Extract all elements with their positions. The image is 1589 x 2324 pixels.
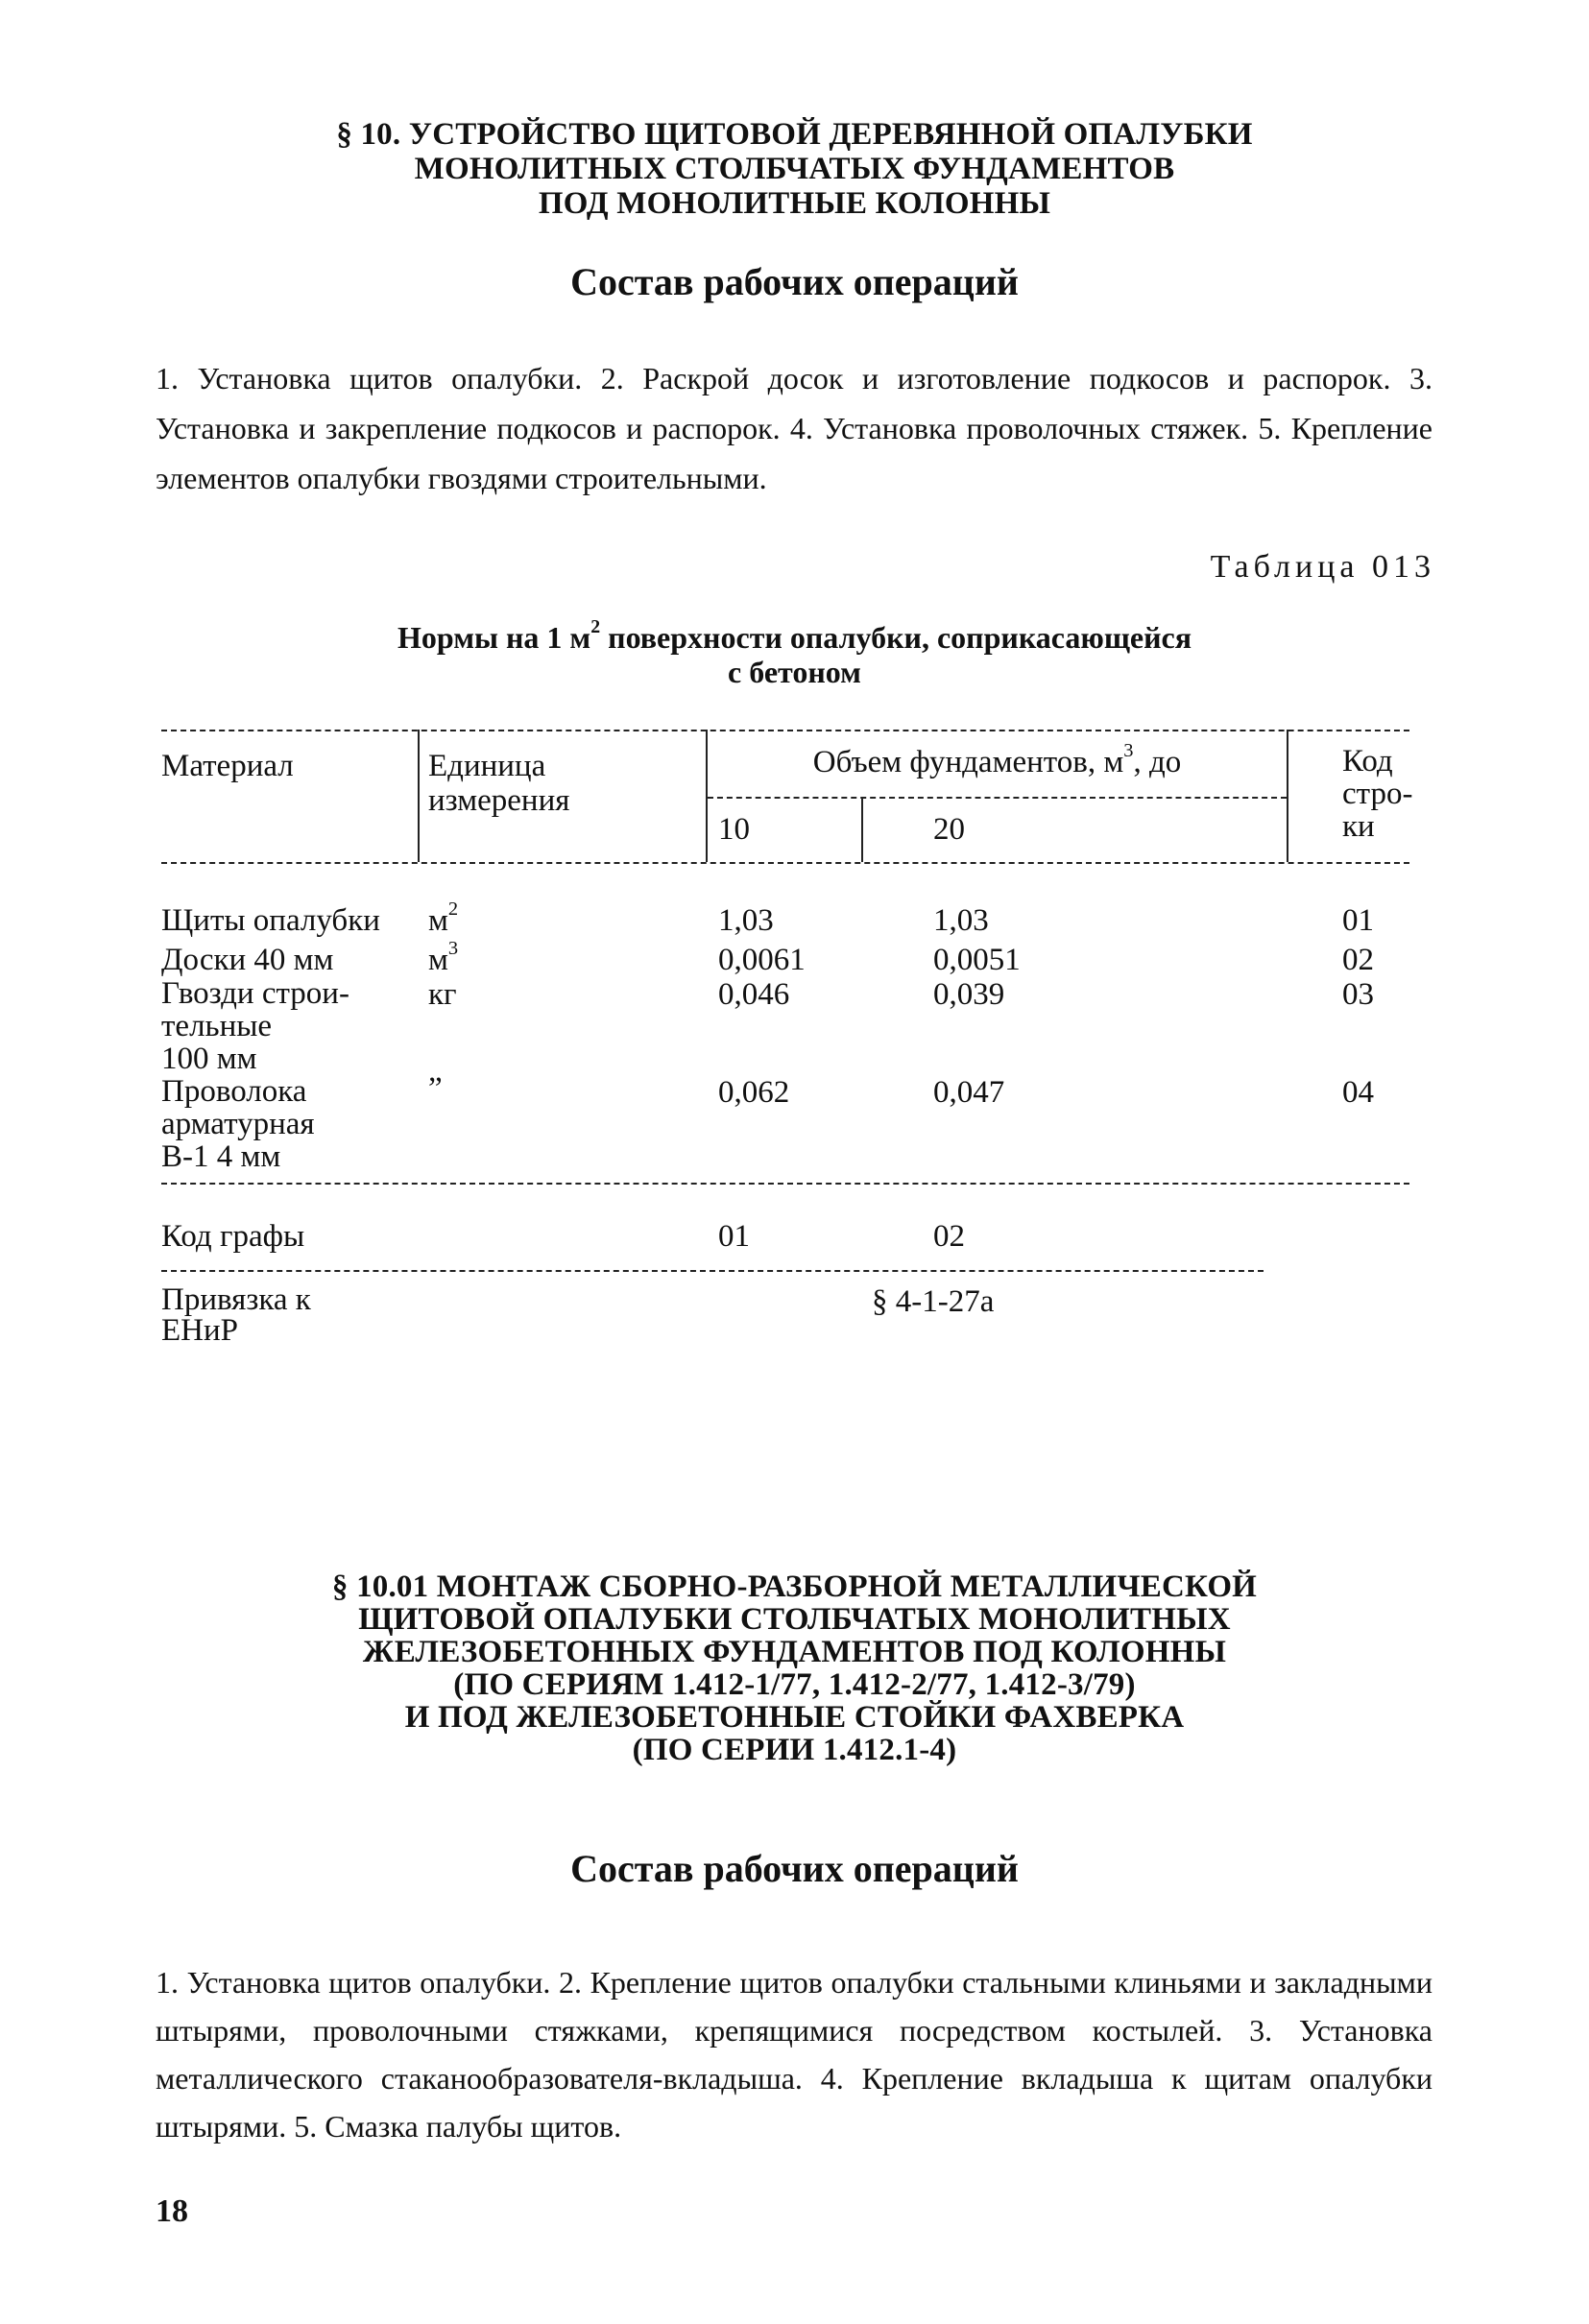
row-4-unit: ” [428, 1071, 443, 1106]
row-1-unit [428, 898, 459, 938]
row-1-unit-text: м [428, 903, 448, 938]
row-3-material-line: 100 мм [161, 1042, 257, 1076]
row-4-material-line: В-1 4 мм [161, 1139, 281, 1174]
table-subheader-rule [708, 797, 1287, 799]
header-code-line: ки [1342, 809, 1375, 844]
binding-label [161, 1284, 311, 1346]
row-1-v20: 1,03 [933, 903, 989, 938]
row-4-code: 04 [1342, 1075, 1374, 1110]
table-title-text: поверхности опалубки, соприкасающейся [600, 620, 1192, 655]
row-3-code: 03 [1342, 977, 1374, 1012]
row-3-material [161, 977, 349, 1075]
row-1-code: 01 [1342, 903, 1374, 938]
header-unit [428, 749, 569, 818]
table-title [192, 616, 1397, 689]
section-2-title-line: ЖЕЛЕЗОБЕТОННЫХ ФУНДАМЕНТОВ ПОД КОЛОННЫ [362, 1635, 1227, 1669]
section-1-subtitle: Состав рабочих операций [570, 260, 1019, 303]
header-volume-sup: 3 [1123, 739, 1134, 761]
table-col-divider [861, 797, 863, 862]
code-graph-label: Код графы [161, 1219, 305, 1254]
row-2-unit [428, 937, 459, 977]
code-graph-20: 02 [933, 1219, 965, 1254]
section-1-title-line: МОНОЛИТНЫХ СТОЛБЧАТЫХ ФУНДАМЕНТОВ [414, 152, 1175, 186]
section-2-subtitle: Состав рабочих операций [570, 1847, 1019, 1890]
header-volume [708, 739, 1287, 779]
binding-value: § 4-1-27а [872, 1284, 995, 1319]
section-1-title-line: § 10. УСТРОЙСТВО ЩИТОВОЙ ДЕРЕВЯННОЙ ОПАЛУБКИ [336, 117, 1253, 152]
row-3-material-line: Гвозди строи- [161, 976, 349, 1011]
header-unit-line: Единица [428, 749, 546, 783]
header-code-line: Код [1342, 744, 1393, 779]
table-number: Таблица 013 [1210, 549, 1435, 585]
section-2-paragraph: 1. Установка щитов опалубки. 2. Крепление щитов опалубки стальными клиньями и закладными штырями, проволочными стяжками, крепящимися посредством костылей. 3. Установка металлического стаканообразователя-вкладыша. 4. Крепление вкладыша к щитам опалубки штырями. 5. Смазка палубы щитов. [156, 1965, 1433, 2144]
page-number: 18 [156, 2193, 188, 2229]
section-2-title-line: § 10.01 МОНТАЖ СБОРНО-РАЗБОРНОЙ МЕТАЛЛИЧЕСКОЙ [331, 1569, 1258, 1604]
row-4-material-line: арматурная [161, 1107, 315, 1141]
section-2-title-line: (ПО СЕРИЯМ 1.412-1/77, 1.412-2/77, 1.412-3/79) [453, 1667, 1136, 1702]
section-2-title-line: ЩИТОВОЙ ОПАЛУБКИ СТОЛБЧАТЫХ МОНОЛИТНЫХ [358, 1602, 1231, 1637]
section-1-title-line: ПОД МОНОЛИТНЫЕ КОЛОННЫ [538, 186, 1051, 221]
row-4-material-line: Проволока [161, 1074, 307, 1109]
binding-label-line: Привязка к [161, 1282, 311, 1317]
row-3-v20: 0,039 [933, 977, 1005, 1012]
row-4-v20: 0,047 [933, 1075, 1005, 1110]
header-row-code [1342, 745, 1412, 843]
row-4-material [161, 1075, 315, 1173]
table-header-bottom-rule [161, 862, 1409, 864]
row-1-v10: 1,03 [718, 903, 774, 938]
table-col-divider [1287, 730, 1288, 862]
section-1-paragraph: 1. Установка щитов опалубки. 2. Раскрой досок и изготовление подкосов и распорок. 3. Установка и закрепление подкосов и распорок. 4. Установка проволочных стяжек. 5. Крепление элементов опалубки гвоздями строительными. [156, 361, 1433, 495]
header-volume-text: Объем фундаментов, м [812, 745, 1124, 779]
row-1-unit-sup: 2 [447, 898, 459, 920]
row-3-material-line: тельные [161, 1009, 273, 1043]
table-title-line-1 [192, 616, 1397, 655]
section-2-title [192, 1570, 1397, 1766]
table-title-line-2: с бетоном [728, 655, 861, 689]
row-2-material: Доски 40 мм [161, 943, 334, 977]
row-3-v10: 0,046 [718, 977, 790, 1012]
header-volume-text: , до [1133, 745, 1182, 779]
header-unit-line: измерения [428, 783, 570, 818]
row-2-unit-sup: 3 [447, 937, 459, 959]
row-1-material: Щиты опалубки [161, 903, 380, 938]
row-2-code: 02 [1342, 943, 1374, 977]
header-material: Материал [161, 749, 294, 783]
row-3-unit: кг [428, 977, 457, 1012]
row-2-unit-text: м [428, 943, 448, 977]
row-4-v10: 0,062 [718, 1075, 790, 1110]
binding-label-line: ЕНиР [161, 1313, 239, 1348]
header-col-10: 10 [718, 812, 750, 847]
table-col-divider [418, 730, 420, 862]
table-body-bottom-rule [161, 1183, 1409, 1185]
section-1-title [192, 117, 1397, 221]
row-2-v20: 0,0051 [933, 943, 1021, 977]
table-top-rule [161, 730, 1409, 731]
table-title-text: Нормы на 1 м [397, 620, 591, 655]
section-2-title-line: И ПОД ЖЕЛЕЗОБЕТОННЫЕ СТОЙКИ ФАХВЕРКА [404, 1700, 1185, 1735]
table-title-sup: 2 [590, 616, 601, 638]
header-col-20: 20 [933, 812, 965, 847]
section-2-title-line: (ПО СЕРИИ 1.412.1-4) [632, 1733, 957, 1767]
code-graph-10: 01 [718, 1219, 750, 1254]
row-2-v10: 0,0061 [718, 943, 806, 977]
table-code-graph-rule [161, 1270, 1264, 1272]
header-code-line: стро- [1342, 777, 1413, 811]
